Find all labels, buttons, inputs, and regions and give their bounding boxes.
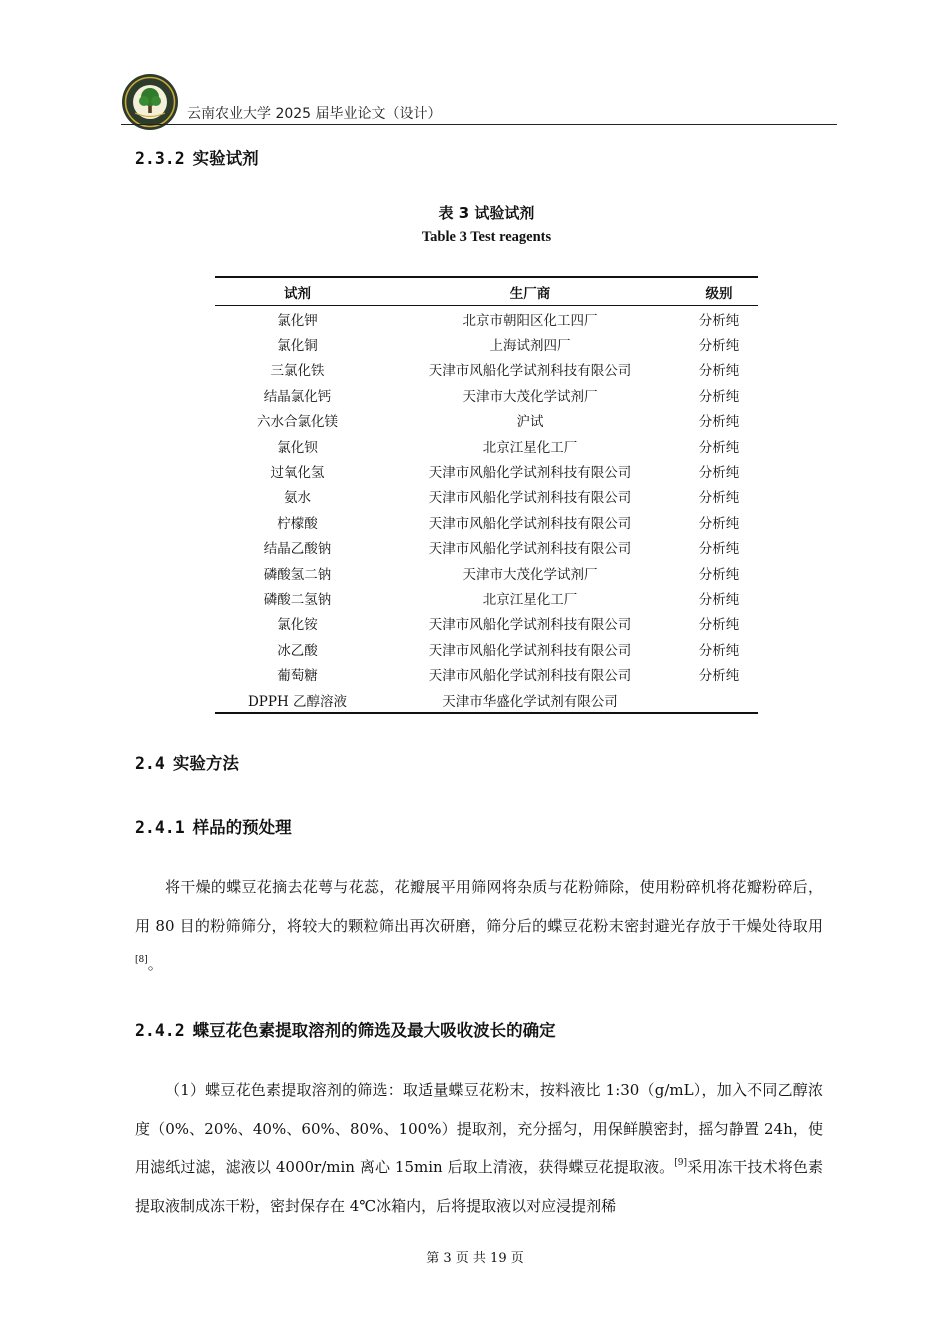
reagent-cell: 氯化钾	[277, 312, 318, 329]
manufacturer-cell: 天津市华盛化学试剂有限公司	[380, 687, 680, 713]
table-row	[215, 484, 758, 509]
table-row	[215, 408, 758, 433]
grade-cell: 分析纯	[698, 642, 740, 659]
table-row	[215, 458, 758, 483]
table-row	[215, 306, 758, 332]
section-title: 实验试剂	[192, 149, 259, 168]
section-number: 2.3.2	[135, 149, 185, 168]
section-heading-2-4-1	[135, 814, 292, 838]
reagents-table	[215, 276, 758, 714]
table-caption-zh: 表 3 试验试剂	[438, 204, 535, 222]
reagent-cell: 三氯化铁	[270, 363, 325, 380]
manufacturer-cell: 上海试剂四厂	[489, 338, 571, 355]
grade-cell: 分析纯	[698, 566, 740, 583]
reagent-cell: 六水合氯化镁	[257, 414, 338, 431]
section-number: 2.4	[135, 754, 165, 773]
grade-cell: 分析纯	[698, 338, 740, 355]
grade-cell: 分析纯	[698, 388, 740, 405]
citation-ref: [9]	[674, 1158, 687, 1168]
reagent-cell: 氨水	[284, 490, 311, 507]
paragraph-end: 。	[147, 955, 163, 973]
citation-ref: [8]	[135, 955, 148, 965]
header-title: 云南农业大学 2025 届毕业论文（设计）	[187, 106, 442, 122]
reagent-cell: 氯化铵	[277, 617, 318, 634]
grade-cell: 分析纯	[698, 439, 740, 456]
manufacturer-cell: 北京江星化工厂	[482, 439, 578, 456]
table-row	[215, 331, 758, 356]
reagent-cell: 氯化铜	[277, 338, 318, 355]
page-number-footer: 第 3 页 共 19 页	[426, 1251, 524, 1266]
reagent-cell: 结晶乙酸钠	[263, 541, 332, 558]
section-title: 蝶豆花色素提取溶剂的筛选及最大吸收波长的确定	[192, 1021, 556, 1040]
manufacturer-cell: 沪试	[516, 414, 544, 431]
column-header-manufacturer: 生厂商	[380, 277, 680, 306]
grade-cell: 分析纯	[698, 465, 740, 482]
university-seal-icon	[121, 73, 179, 131]
table-header-row	[215, 277, 758, 306]
grade-cell: 分析纯	[698, 363, 740, 380]
table-row	[215, 661, 758, 686]
grade-cell: 分析纯	[698, 668, 740, 685]
reagent-cell: DPPH 乙醇溶液	[215, 687, 380, 713]
section-title: 实验方法	[172, 754, 239, 773]
grade-cell: 分析纯	[698, 515, 740, 532]
reagent-cell: 氯化钡	[277, 439, 318, 456]
grade-cell: 分析纯	[698, 617, 740, 634]
paragraph-solvent-screening	[135, 1071, 823, 1225]
section-heading-2-4-2	[135, 1017, 556, 1041]
table-row	[215, 357, 758, 382]
column-header-grade: 级别	[680, 277, 758, 306]
table-row	[215, 560, 758, 585]
reagent-cell: 柠檬酸	[277, 515, 318, 532]
manufacturer-cell: 天津市风船化学试剂科技有限公司	[428, 490, 632, 507]
table-row	[215, 585, 758, 610]
reagent-cell: 冰乙酸	[277, 642, 318, 659]
reagent-cell: 葡萄糖	[277, 668, 318, 685]
paragraph-continuation: 采用冻干技术将色素提取液制成冻干粉，密封保存在 4℃冰箱内，后将提取液以对应浸提剂稀	[135, 1158, 823, 1215]
manufacturer-cell: 北京江星化工厂	[482, 591, 578, 608]
manufacturer-cell: 北京市朝阳区化工四厂	[462, 312, 598, 329]
manufacturer-cell: 天津市风船化学试剂科技有限公司	[428, 617, 632, 634]
reagent-cell: 结晶氯化钙	[263, 388, 332, 405]
manufacturer-cell: 天津市风船化学试剂科技有限公司	[428, 363, 632, 380]
table-row	[215, 382, 758, 407]
grade-cell: 分析纯	[698, 591, 740, 608]
section-number: 2.4.1	[135, 818, 185, 837]
grade-cell: 分析纯	[698, 490, 740, 507]
table-caption-en: Table 3 Test reagents	[421, 229, 552, 245]
paragraph-pretreatment	[135, 868, 823, 984]
manufacturer-cell: 天津市风船化学试剂科技有限公司	[428, 515, 632, 532]
table-row	[215, 687, 758, 713]
grade-cell: 分析纯	[698, 414, 740, 431]
table-row	[215, 636, 758, 661]
table-row	[215, 433, 758, 458]
manufacturer-cell: 天津市风船化学试剂科技有限公司	[428, 642, 632, 659]
section-heading-2-4	[135, 750, 239, 774]
section-heading-2-3-2	[135, 145, 259, 169]
reagent-cell: 磷酸氢二钠	[263, 566, 332, 583]
manufacturer-cell: 天津市风船化学试剂科技有限公司	[428, 541, 632, 558]
grade-cell: 分析纯	[698, 541, 740, 558]
header-divider	[121, 124, 837, 125]
grade-cell: 分析纯	[698, 312, 740, 329]
reagent-cell: 磷酸二氢钠	[263, 591, 332, 608]
column-header-reagent: 试剂	[215, 277, 380, 306]
section-title: 样品的预处理	[192, 818, 292, 837]
table-row	[215, 611, 758, 636]
grade-cell	[680, 687, 758, 713]
manufacturer-cell: 天津市大茂化学试剂厂	[462, 388, 598, 405]
paragraph-text: （1）蝶豆花色素提取溶剂的筛选：取适量蝶豆花粉末，按料液比 1:30（g/mL），加入不同乙醇浓度（0%、20%、40%、60%、80%、100%）提取剂，充分摇匀，用保鲜膜密封，摇匀静置 24h，使用滤纸过滤，滤液以 4000r/min 离心 15min 后取上清液，获得蝶豆花提取液。	[135, 1081, 823, 1176]
table-row	[215, 535, 758, 560]
paragraph-text: 将干燥的蝶豆花摘去花萼与花蕊，花瓣展平用筛网将杂质与花粉筛除，使用粉碎机将花瓣粉碎后，用 80 目的粉筛筛分，将较大的颗粒筛出再次研磨，筛分后的蝶豆花粉末密封避光存放于干燥处待取用	[135, 878, 823, 935]
table-row	[215, 509, 758, 534]
manufacturer-cell: 天津市大茂化学试剂厂	[462, 566, 598, 583]
reagent-cell: 过氧化氢	[270, 465, 325, 482]
manufacturer-cell: 天津市风船化学试剂科技有限公司	[428, 668, 632, 685]
section-number: 2.4.2	[135, 1021, 185, 1040]
manufacturer-cell: 天津市风船化学试剂科技有限公司	[428, 465, 632, 482]
